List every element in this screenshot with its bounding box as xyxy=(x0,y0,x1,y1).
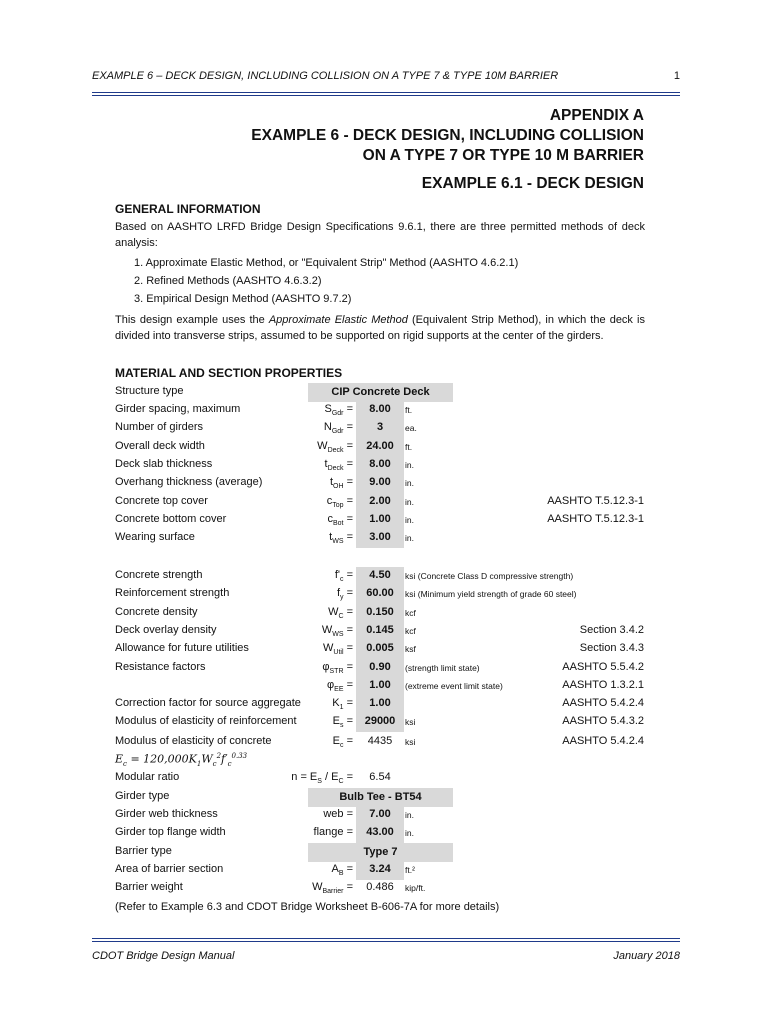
row-symbol: $W_{WS}$ = xyxy=(321,623,353,639)
barrier-area-row xyxy=(0,861,768,880)
row-unit: ksi xyxy=(405,737,416,747)
row-value: 2.00 xyxy=(369,494,391,507)
row-label: Overhang thickness (average) xyxy=(115,476,263,489)
row-symbol: web = xyxy=(323,808,353,820)
general-heading: GENERAL INFORMATION xyxy=(115,202,261,216)
material-row-7 xyxy=(0,677,768,696)
row-symbol: $t_{OH}$ = xyxy=(329,476,353,491)
row-symbol: $W_{Barrier}$ = xyxy=(312,881,353,896)
ec-formula: $E_c = 120,000K_1W_c^2f'_c^{0.33}$ xyxy=(115,752,248,768)
row-unit: ft.² xyxy=(405,865,415,875)
row-label: Reinforcement strength xyxy=(115,587,230,600)
footer-left: CDOT Bridge Design Manual xyxy=(92,950,235,962)
running-footer xyxy=(92,950,680,962)
material-heading: MATERIAL AND SECTION PROPERTIES xyxy=(115,366,343,380)
row-symbol: $f_y$ = xyxy=(336,587,353,602)
structure-type-value: CIP Concrete Deck xyxy=(308,383,453,402)
row-unit: ksi (Concrete Class D compressive strength) xyxy=(405,571,574,581)
method-item-1: 1. Approximate Elastic Method, or "Equivalent Strip" Method (AASHTO 4.6.2.1) xyxy=(134,257,519,269)
example-title-line1: EXAMPLE 6 - DECK DESIGN, INCLUDING COLLISION xyxy=(251,127,644,144)
row-reference: Section 3.4.2 xyxy=(579,623,644,636)
row-value: 0.90 xyxy=(369,660,391,673)
deck-row-1 xyxy=(0,401,768,420)
row-value: 9.00 xyxy=(369,476,391,489)
row-value: 1.00 xyxy=(369,697,391,710)
method-item-3: 3. Empirical Design Method (AASHTO 9.7.2) xyxy=(134,293,352,305)
row-unit: ea. xyxy=(405,423,417,434)
row-value: 1.00 xyxy=(369,678,391,691)
row-unit: kip/ft. xyxy=(405,883,426,893)
row-symbol: $t_{WS}$ = xyxy=(329,531,353,546)
row-value: 0.486 xyxy=(366,881,394,893)
deck-row-2 xyxy=(0,419,768,438)
row-label: Deck overlay density xyxy=(115,623,217,636)
row-label: Girder type xyxy=(115,790,170,802)
row-value: 0.150 xyxy=(366,605,394,618)
appendix-title: APPENDIX A xyxy=(549,107,644,124)
row-label: Concrete density xyxy=(115,605,198,618)
deck-row-7 xyxy=(0,511,768,530)
row-value: 8.00 xyxy=(369,457,391,470)
row-unit: in. xyxy=(405,459,414,470)
row-symbol: $W_C$ = xyxy=(328,605,353,620)
method-item-2: 2. Refined Methods (AASHTO 4.6.3.2) xyxy=(134,275,322,287)
row-symbol: $N_{Gdr}$ = xyxy=(323,421,353,436)
row-label: Allowance for future utilities xyxy=(115,642,249,655)
general-intro: Based on AASHTO LRFD Bridge Design Specifications 9.6.1, there are three permitted methods of deck analysis: xyxy=(115,221,645,249)
row-value: 6.54 xyxy=(369,771,391,783)
row-symbol: $f'_c$ = xyxy=(334,569,353,584)
row-label: Overall deck width xyxy=(115,439,205,452)
material-row-9 xyxy=(0,713,768,732)
reference-note: (Refer to Example 6.3 and CDOT Bridge Worksheet B-606-7A for more details) xyxy=(115,901,500,913)
row-unit: (extreme event limit state) xyxy=(405,680,503,691)
deck-row-8 xyxy=(0,529,768,548)
row-label: Concrete bottom cover xyxy=(115,512,227,525)
row-label: Barrier type xyxy=(115,845,172,857)
row-symbol: $W_{Util}$ = xyxy=(323,642,353,657)
row-value: 1.00 xyxy=(369,512,391,525)
row-label: Modular ratio xyxy=(115,771,180,783)
row-value: 3.00 xyxy=(369,531,391,544)
web-row xyxy=(0,806,768,825)
row-value: 43.00 xyxy=(366,826,394,838)
page-number: 1 xyxy=(673,70,680,82)
row-reference: AASHTO T.5.12.3-1 xyxy=(547,512,644,525)
deck-row-6 xyxy=(0,493,768,512)
row-symbol: $\varphi_{STR}$ = xyxy=(322,660,353,675)
barrier-type-value: Type 7 xyxy=(308,843,453,862)
row-value: 7.00 xyxy=(369,808,391,820)
para-text-b: (Equivalent Strip Method), in which the deck is divided into transverse strips, assumed to be supported on rigid supports at the center of the girders. xyxy=(115,314,645,342)
material-row-1 xyxy=(0,567,768,586)
row-value: 3.24 xyxy=(369,863,391,875)
row-symbol: $W_{Deck}$ = xyxy=(317,439,353,454)
row-label: Concrete strength xyxy=(115,569,203,581)
deck-row-3 xyxy=(0,438,768,457)
row-value: 0.005 xyxy=(366,642,394,655)
row-unit: in. xyxy=(405,478,414,489)
header-rule xyxy=(92,92,680,96)
row-symbol: $n = E_S / E_C$ = xyxy=(291,771,353,786)
material-row-6 xyxy=(0,659,768,678)
row-unit: in. xyxy=(405,810,414,820)
material-row-5 xyxy=(0,640,768,659)
row-value: 29000 xyxy=(364,715,396,728)
row-reference: AASHTO 5.4.3.2 xyxy=(562,715,644,728)
row-label: Girder web thickness xyxy=(115,808,218,820)
example-title-line2: ON A TYPE 7 OR TYPE 10 M BARRIER xyxy=(362,147,644,164)
row-reference: AASHTO 5.4.2.4 xyxy=(562,735,644,747)
row-unit: in. xyxy=(405,514,414,525)
material-row-3 xyxy=(0,604,768,623)
row-label: Correction factor for source aggregate xyxy=(115,697,301,710)
row-label: Wearing surface xyxy=(115,531,195,544)
row-unit: ksi xyxy=(405,717,416,728)
material-row-4 xyxy=(0,622,768,641)
row-label: Modulus of elasticity of reinforcement xyxy=(115,715,297,728)
row-value: 4435 xyxy=(367,735,393,747)
row-label: Girder spacing, maximum xyxy=(115,403,241,415)
deck-row-5 xyxy=(0,474,768,493)
header-title: EXAMPLE 6 – DECK DESIGN, INCLUDING COLLISION ON A TYPE 7 & TYPE 10M BARRIER xyxy=(92,70,559,82)
para-emphasis: Approximate Elastic Method xyxy=(268,314,408,326)
row-value: 0.145 xyxy=(366,623,394,636)
subtitle: EXAMPLE 6.1 - DECK DESIGN xyxy=(421,175,644,192)
row-unit: ksf xyxy=(405,644,416,655)
row-value: 60.00 xyxy=(366,587,394,600)
row-symbol: $E_s$ = xyxy=(332,715,353,730)
row-unit: ft. xyxy=(405,405,413,415)
row-unit: in. xyxy=(405,496,414,507)
row-symbol: $E_c$ = xyxy=(332,735,353,750)
barrier-type-row xyxy=(0,843,768,862)
footer-rule xyxy=(92,938,680,942)
row-symbol: $S_{Gdr}$ = xyxy=(324,403,353,418)
footer-date: January 2018 xyxy=(613,950,680,962)
row-reference: Section 3.4.3 xyxy=(579,642,644,655)
row-value: 3 xyxy=(376,421,384,434)
row-reference: AASHTO 1.3.2.1 xyxy=(562,678,644,691)
row-label: Girder top flange width xyxy=(115,826,226,838)
modular-ratio-row xyxy=(0,769,768,788)
row-unit: in. xyxy=(405,533,414,544)
material-row-8 xyxy=(0,695,768,714)
method-paragraph xyxy=(115,313,645,344)
running-header xyxy=(92,70,680,82)
row-symbol: $K_1$ = xyxy=(332,697,353,712)
row-label: Concrete top cover xyxy=(115,494,208,507)
row-symbol: flange = xyxy=(313,826,353,838)
flange-row xyxy=(0,824,768,843)
row-reference: AASHTO 5.4.2.4 xyxy=(562,697,644,710)
structure-type-row xyxy=(0,383,768,402)
row-unit: in. xyxy=(405,828,414,838)
deck-row-4 xyxy=(0,456,768,475)
row-value: 4.50 xyxy=(369,569,391,581)
title-block xyxy=(251,106,644,166)
row-label: Area of barrier section xyxy=(115,863,224,875)
row-label: Modulus of elasticity of concrete xyxy=(115,735,272,747)
row-label: Barrier weight xyxy=(115,881,183,893)
row-unit: ksi (Minimum yield strength of grade 60 steel) xyxy=(405,589,577,600)
row-unit: kcf xyxy=(405,625,416,636)
row-label: Deck slab thickness xyxy=(115,457,213,470)
girder-type-row xyxy=(0,788,768,807)
para-text-a: This design example uses the xyxy=(115,314,269,326)
row-symbol: $c_{Top}$ = xyxy=(326,494,353,509)
row-unit: ft. xyxy=(405,441,413,452)
row-reference: AASHTO 5.5.4.2 xyxy=(562,660,644,673)
barrier-weight-row xyxy=(0,879,768,898)
row-label: Resistance factors xyxy=(115,660,206,673)
row-label: Structure type xyxy=(115,385,184,397)
row-symbol: $A_B$ = xyxy=(331,863,353,878)
row-value: 8.00 xyxy=(369,403,391,415)
material-row-2 xyxy=(0,585,768,604)
row-symbol: $t_{Deck}$ = xyxy=(324,457,353,473)
row-unit: (strength limit state) xyxy=(405,662,480,673)
row-value: 24.00 xyxy=(366,439,394,452)
row-reference: AASHTO T.5.12.3-1 xyxy=(547,494,644,507)
row-unit: kcf xyxy=(405,607,416,618)
row-label: Number of girders xyxy=(115,421,204,434)
row-symbol: $c_{Bot}$ = xyxy=(327,512,353,527)
ec-row xyxy=(0,733,768,752)
girder-type-value: Bulb Tee - BT54 xyxy=(308,788,453,807)
row-symbol: $\varphi_{EE}$ = xyxy=(327,678,353,693)
